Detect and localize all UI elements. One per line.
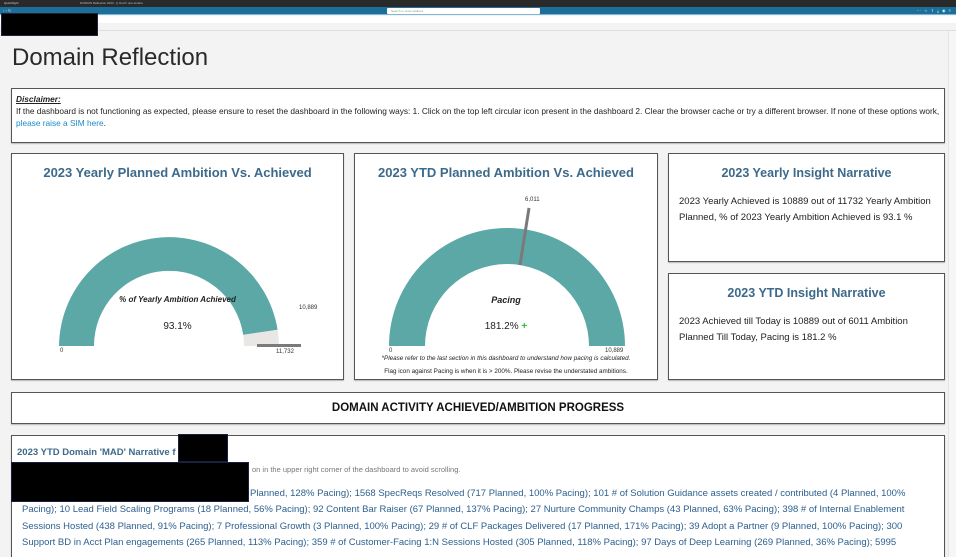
yearly-gauge-center-label: % of Yearly Ambition Achieved (119, 295, 236, 304)
yearly-gauge-title: 2023 Yearly Planned Ambition Vs. Achieved (43, 165, 312, 180)
redacted-logo (1, 13, 98, 36)
browser-tab[interactable]: DOMAIN Reflection 2023 · [] Ouvrir une fenêtre (80, 1, 144, 5)
mad-line: Pacing); 10 Lead Field Scaling Programs (18 Planned, 56% Pacing); 92 Content Bar Raiser (67 Planned, 137% Pacing); 27 Nurture Community Champs (43 Planned, 63% Pacing); 398 # of Internal Enablement (22, 504, 905, 516)
pacing-flag-icon: + (521, 321, 528, 332)
ytd-gauge-center-value (355, 321, 657, 332)
ytd-gauge-chart (355, 154, 659, 381)
ytd-gauge-max-label: 10,889 (605, 348, 624, 354)
browser-nav-icons[interactable]: ‹ › ↻ (3, 8, 12, 13)
pacing-note: *Please refer to the last section in this dashboard to understand how pacing is calculated. (381, 355, 631, 362)
ytd-narrative-title: 2023 YTD Insight Narrative (727, 286, 886, 300)
os-menu-bar (0, 0, 956, 7)
app-toolbar (0, 16, 956, 23)
mad-line: Sessions Hosted (438 Planned, 91% Pacing); 7 Professional Growth (3 Planned, 100% Pacing); 29 # of CLF Packages Delivered (17 Planned, 171% Pacing); 39 Adopt a Partner (9 Planned, 100% Pacing); 300 (22, 520, 903, 532)
yearly-gauge-chart (12, 154, 345, 381)
browser-toolbar (0, 7, 956, 15)
yearly-gauge-value-label: 10,889 (299, 305, 318, 311)
ytd-gauge-center-label: Pacing (491, 295, 521, 305)
app-subbar (0, 23, 956, 31)
mad-line: Support BD in Acct Plan engagements (265 Planned, 113% Pacing); 359 # of Customer-Facing 1:N Sessions Hosted (305 Planned, 118% Pacing); 97 Days of Deep Learning (269 Planned, 36% Pacing); 5995 (22, 536, 897, 548)
disclaimer-body: If the dashboard is not functioning as expected, please ensure to reset the dashboard in the following ways: 1. Click on the top left circular icon present in the dashboard 2. Clear the browser cache or try a different browser. If none of these options work, (16, 106, 940, 116)
page-scrollbar[interactable] (948, 31, 956, 557)
disclaimer-text (16, 105, 940, 129)
browser-toolbar-icons[interactable]: ⋯ ☆ ⇪ ⤓ ◉ ≡ (916, 8, 952, 13)
yearly-gauge-min-label: 0 (60, 348, 64, 354)
os-app-name: QuickSight (4, 1, 19, 5)
yearly-narrative-card (668, 153, 945, 262)
flag-note: Flag icon against Pacing is when it is > 200%. Please revise the understated ambitions. (384, 368, 628, 375)
redacted-block (11, 462, 249, 502)
disclaimer-heading: Disclaimer: (16, 94, 61, 104)
disclaimer-panel (11, 88, 945, 143)
mad-line: Planned, 128% Pacing); 1568 SpecReqs Resolved (717 Planned, 100% Pacing); 101 # of Solution Guidance assets created / contributed (4 Planned, 100% (250, 488, 906, 499)
ytd-gauge-title: 2023 YTD Planned Ambition Vs. Achieved (378, 165, 634, 180)
disclaimer-suffix: . (103, 118, 106, 128)
yearly-gauge-center-value: 93.1% (163, 321, 192, 332)
page-title: Domain Reflection (12, 44, 209, 71)
redacted-name (178, 434, 228, 462)
ytd-pacing-value: 181.2% (484, 321, 519, 332)
mad-narrative-hint: on in the upper right corner of the dashboard to avoid scrolling. (252, 465, 461, 474)
ytd-gauge-min-label: 0 (389, 348, 393, 354)
yearly-narrative-title: 2023 Yearly Insight Narrative (721, 166, 892, 180)
yearly-gauge-target-label: 11,732 (276, 349, 294, 355)
mad-narrative-title: 2023 YTD Domain 'MAD' Narrative f (17, 447, 176, 458)
raise-sim-link[interactable]: please raise a SIM here (16, 118, 104, 128)
yearly-narrative-text: 2023 Yearly Achieved is 10889 out of 11732 Yearly Ambition Planned, % of 2023 Yearly Ambition Achieved is 93.1 % (679, 196, 931, 223)
ytd-gauge-card (354, 153, 658, 380)
section-header: DOMAIN ACTIVITY ACHIEVED/AMBITION PROGRESS (11, 392, 945, 424)
mad-narrative-card (11, 435, 945, 557)
ytd-gauge-target-label: 6,011 (525, 197, 540, 203)
address-bar[interactable]: Search or enter address (387, 8, 540, 14)
ytd-narrative-card (668, 273, 945, 380)
yearly-gauge-card (11, 153, 344, 380)
ytd-narrative-text: 2023 Achieved till Today is 10889 out of 6011 Ambition Planned Till Today, Pacing is 181.2 % (679, 316, 908, 343)
